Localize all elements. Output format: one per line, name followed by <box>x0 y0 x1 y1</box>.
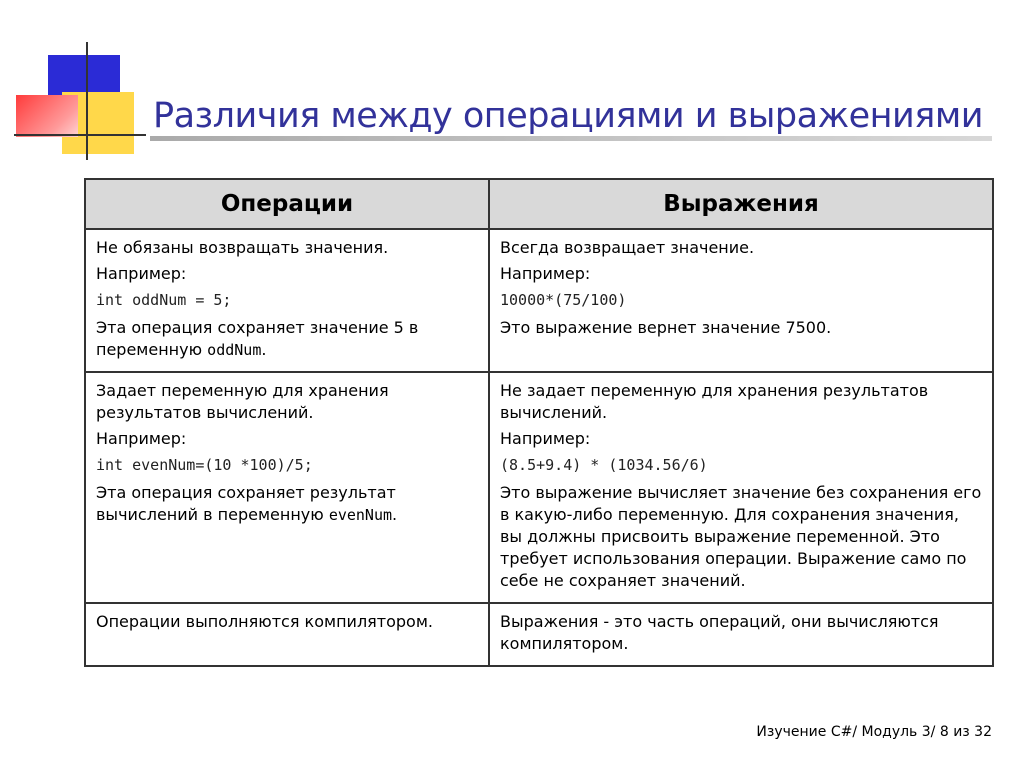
cell-code: int oddNum = 5; <box>96 291 232 309</box>
table-row <box>85 372 993 603</box>
cell-operations <box>85 229 489 372</box>
description-end: . <box>392 505 398 524</box>
cell-text: Всегда возвращает значение. <box>500 238 755 257</box>
logo-red-square <box>16 95 78 137</box>
cell-example-label: Например: <box>500 264 591 283</box>
logo-vertical-line <box>86 42 88 160</box>
cell-text: Не задает переменную для хранения результатов вычислений. <box>500 381 929 422</box>
cell-description <box>96 482 478 526</box>
comparison-table <box>84 178 994 667</box>
cell-expressions <box>489 603 993 666</box>
cell-description <box>96 317 478 361</box>
cell-text: Задает переменную для хранения результатов вычислений. <box>96 381 389 422</box>
cell-text: Выражения - это часть операций, они вычисляются компилятором. <box>500 612 939 653</box>
description-text: Эта операция сохраняет значение 5 в переменную <box>96 318 419 359</box>
slide-footer: Изучение C#/ Модуль 3/ 8 из 32 <box>756 724 992 740</box>
logo-horizontal-line <box>14 134 146 136</box>
description-code: evenNum <box>328 506 393 524</box>
cell-description: Это выражение вернет значение 7500. <box>500 318 832 337</box>
slide-title: Различия между операциями и выражениями <box>153 96 983 136</box>
cell-code: (8.5+9.4) * (1034.56/6) <box>500 456 708 474</box>
cell-code: int evenNum=(10 *100)/5; <box>96 456 313 474</box>
header-expressions: Выражения <box>489 179 993 229</box>
cell-example-label: Например: <box>96 429 187 448</box>
title-underline <box>150 136 992 141</box>
header-operations: Операции <box>85 179 489 229</box>
table-row <box>85 229 993 372</box>
table-header-row <box>85 179 993 229</box>
slide-logo <box>0 0 160 170</box>
cell-operations <box>85 372 489 603</box>
cell-operations <box>85 603 489 666</box>
description-code: oddNum <box>207 341 262 359</box>
cell-text: Не обязаны возвращать значения. <box>96 238 389 257</box>
cell-example-label: Например: <box>96 264 187 283</box>
cell-expressions <box>489 372 993 603</box>
cell-example-label: Например: <box>500 429 591 448</box>
cell-code: 10000*(75/100) <box>500 291 627 309</box>
cell-expressions <box>489 229 993 372</box>
table-row <box>85 603 993 666</box>
description-end: . <box>261 340 267 359</box>
cell-text: Операции выполняются компилятором. <box>96 612 433 631</box>
cell-description: Это выражение вычисляет значение без сохранения его в какую-либо переменную. Для сохранения значения, вы должны присвоить выражение переменной. Это требует использования операции. Выражение само по себе не сохраняет значений. <box>500 483 982 590</box>
description-text: Эта операция сохраняет результат вычислений в переменную <box>96 483 396 524</box>
